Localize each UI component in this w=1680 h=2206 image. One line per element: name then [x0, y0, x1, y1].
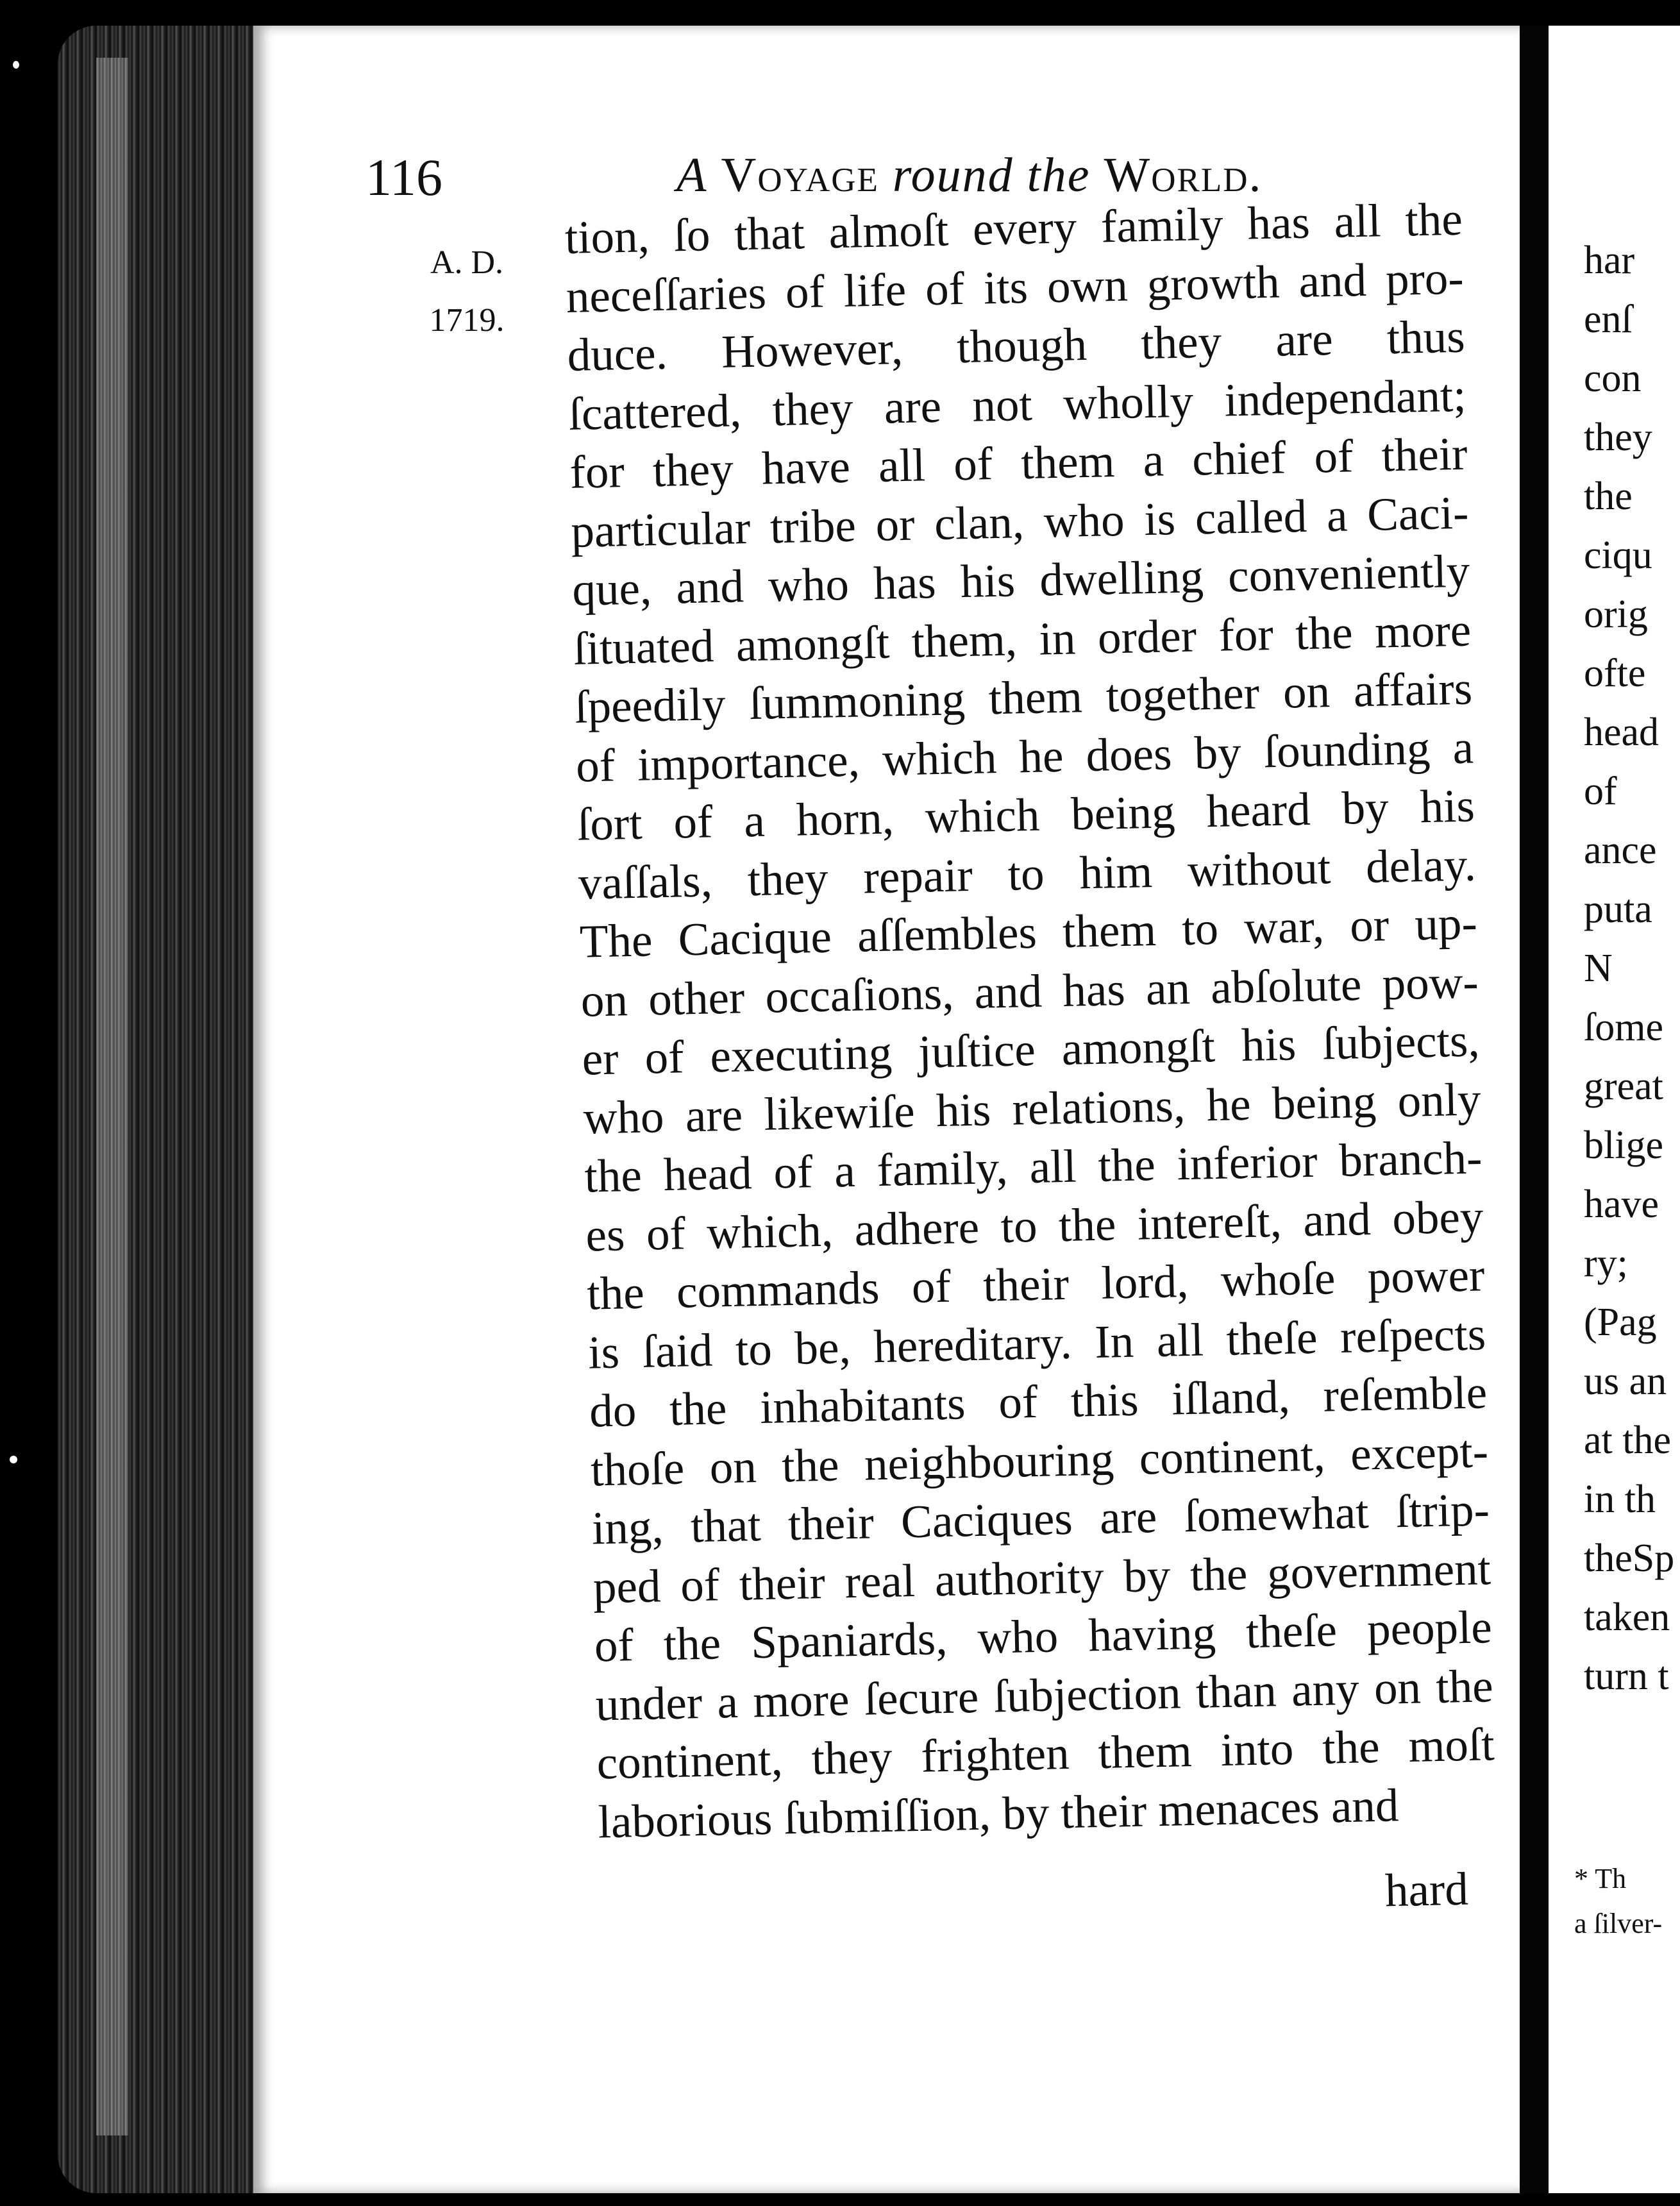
- text-line: laborious ſubmiſſion, by their menaces and: [597, 1778, 1400, 1848]
- title-voyage: Voyage: [721, 148, 879, 202]
- text-line: ſcattered, they are not wholly independant;: [567, 369, 1467, 440]
- next-page-line: at the: [1584, 1419, 1671, 1462]
- text-line: es of which, adhere to the intereſt, and obey: [585, 1190, 1484, 1261]
- next-page-line: ance: [1584, 829, 1657, 872]
- text-line: tion, ſo that almoſt every family has all the: [564, 192, 1463, 264]
- text-line: of importance, which he does by ſounding a: [575, 720, 1474, 792]
- next-page-line: great: [1584, 1065, 1663, 1108]
- next-page-line: head: [1584, 711, 1659, 754]
- text-line: neceſſaries of life of its own growth and pro-: [566, 251, 1465, 323]
- footnote-line: a ſilver-: [1574, 1908, 1663, 1939]
- title-world: World.: [1104, 148, 1263, 202]
- text-line: que, and who has his dwelling conveniently: [571, 544, 1470, 616]
- text-line: the head of a family, all the inferior branch-: [584, 1131, 1483, 1202]
- next-page-line: ry;: [1584, 1242, 1628, 1285]
- book-edge-pages: [96, 58, 128, 2135]
- next-page-line: enſ: [1584, 298, 1633, 341]
- text-line: er of executing juſtice amongſt his ſubjects,: [581, 1014, 1481, 1085]
- next-page-line: theSp: [1584, 1537, 1675, 1580]
- next-page-line: in th: [1584, 1478, 1656, 1521]
- next-page-line: have: [1584, 1183, 1659, 1226]
- next-page-line: ofte: [1584, 652, 1646, 695]
- body-text: [564, 190, 1496, 1851]
- footnote-line: * Th: [1574, 1863, 1627, 1894]
- next-page-line: blige: [1584, 1124, 1663, 1167]
- next-page-text: [1584, 231, 1674, 1706]
- text-line: vaſſals, they repair to him without delay.: [578, 838, 1477, 909]
- margin-date: [412, 234, 521, 349]
- book-gutter: [1520, 26, 1549, 2193]
- text-line: thoſe on the neighbouring continent, except-: [590, 1424, 1489, 1496]
- running-title: [676, 147, 1263, 203]
- next-page-line: orig: [1584, 593, 1648, 636]
- title-round-the: round the: [892, 148, 1091, 202]
- text-line: the commands of their lord, whoſe power: [586, 1249, 1485, 1320]
- next-page-line: they: [1584, 416, 1652, 459]
- next-page-line: har: [1584, 239, 1635, 282]
- book-edge: [58, 26, 269, 2193]
- catchword: hard: [1384, 1862, 1469, 1917]
- scan-speck: [13, 61, 19, 69]
- next-page-line: taken: [1584, 1596, 1670, 1639]
- next-page-line: of: [1584, 770, 1617, 813]
- next-page-line: the: [1584, 475, 1633, 518]
- title-a: A: [676, 148, 708, 202]
- text-line: ſituated amongſt them, in order for the more: [573, 603, 1472, 675]
- book-page-left: [253, 26, 1520, 2193]
- next-page-line: N: [1584, 947, 1613, 990]
- next-page-line: ciqu: [1584, 534, 1652, 577]
- text-line: continent, they frighten them into the moſt: [596, 1718, 1495, 1789]
- text-line: ſort of a horn, which being heard by his: [576, 779, 1475, 850]
- text-line: The Cacique aſſembles them to war, or up-: [579, 897, 1478, 968]
- margin-label: A. D.: [430, 244, 504, 281]
- text-line: particular tribe or clan, who is called a Caci-: [570, 486, 1470, 557]
- scan-speck: [10, 1456, 17, 1463]
- text-line: do the inhabitants of this iſland, reſemble: [589, 1366, 1488, 1437]
- text-line: ſpeedily ſummoning them together on affairs: [574, 662, 1473, 733]
- book-page-right: [1549, 26, 1680, 2193]
- page-number: 116: [365, 148, 442, 206]
- margin-year: 1719.: [429, 302, 505, 339]
- next-page-line: turn t: [1584, 1654, 1669, 1698]
- text-line: for they have all of them a chief of their: [569, 427, 1468, 498]
- next-page-line: us an: [1584, 1360, 1667, 1403]
- text-line: duce. However, though they are thus: [566, 310, 1466, 381]
- next-page-footnote: [1574, 1857, 1662, 1946]
- next-page-line: (Pag: [1584, 1301, 1657, 1344]
- text-line: who are likewiſe his relations, he being only: [582, 1072, 1482, 1144]
- next-page-line: ſome: [1584, 1006, 1663, 1049]
- text-line: is ſaid to be, hereditary. In all theſe reſpects: [587, 1307, 1486, 1379]
- next-page-line: con: [1584, 357, 1642, 400]
- text-line: on other occaſions, and has an abſolute pow-: [580, 955, 1479, 1027]
- text-line: of the Spaniards, who having theſe people: [594, 1601, 1493, 1672]
- text-line: under a more ſecure ſubjection than any on the: [595, 1659, 1494, 1730]
- text-line: ing, that their Caciques are ſomewhat ſtrip-: [591, 1483, 1490, 1554]
- text-line: ped of their real authority by the government: [592, 1542, 1491, 1613]
- next-page-line: puta: [1584, 888, 1652, 931]
